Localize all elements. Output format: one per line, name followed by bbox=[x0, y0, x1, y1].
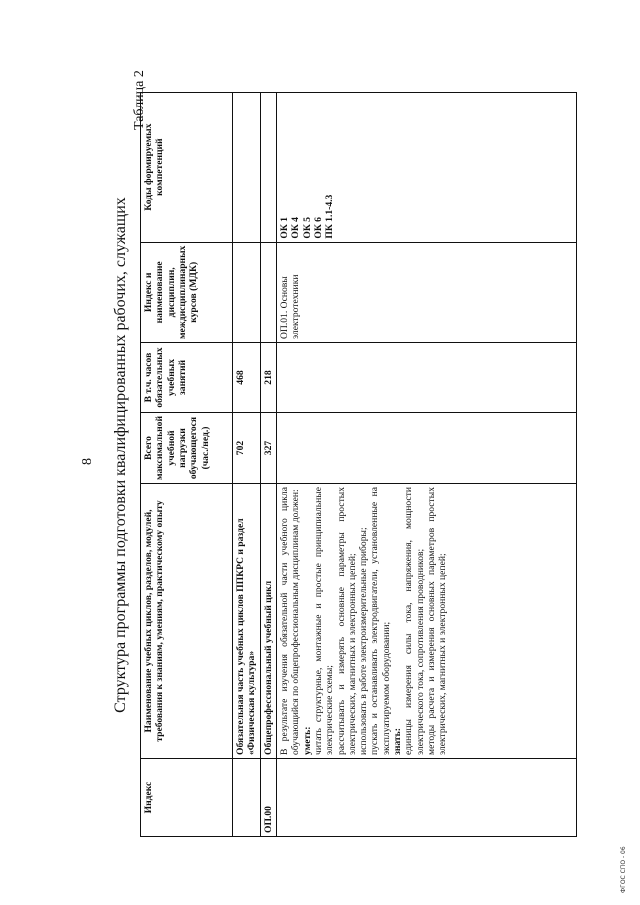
umet-item: пускать и останавливать электродвигатели, установленные на эксплуатируемом оборудовании; bbox=[369, 487, 392, 755]
mandatory-part-hours: 468 bbox=[233, 343, 261, 413]
op-index: ОП.00 bbox=[260, 759, 276, 837]
umet-item: читать структурные, монтажные и простые принципиальные электрические схемы; bbox=[312, 487, 336, 755]
competence-code: ОК 5 bbox=[301, 217, 313, 239]
header-index: Индекс bbox=[141, 759, 233, 837]
header-competences: Коды формируемых компетенций bbox=[141, 92, 233, 242]
footer-note: ФГОС СПО - 06 bbox=[620, 846, 627, 893]
mandatory-part-max-load: 702 bbox=[233, 413, 261, 484]
umet-item: использовать в работе электроизмерительные приборы; bbox=[358, 527, 370, 755]
znat-item: единицы измерения силы тока, напряжения, мощности электрического тока, сопротивления проводников; bbox=[403, 487, 426, 755]
requirements-intro: В результате изучения обязательной части учебного цикла обучающийся по общепрофессиональным дисциплинам должен: bbox=[278, 487, 302, 755]
znat-item: методы расчета и измерения основных параметров простых электрических, магнитных и электронных цепей; bbox=[426, 487, 449, 755]
competence-code: ПК 1.1-4.3 bbox=[324, 194, 336, 239]
table-row-mandatory-part bbox=[233, 92, 261, 836]
op-requirements bbox=[276, 484, 576, 759]
table-header-row bbox=[141, 92, 233, 836]
umet-item: рассчитывать и измерять основные параметры простых электрических, магнитных и электронных цепей; bbox=[335, 487, 358, 755]
umet-label: уметь: bbox=[301, 726, 313, 755]
op-hours: 218 bbox=[260, 343, 276, 413]
op-max-load: 327 bbox=[260, 413, 276, 484]
op-name: Общепрофессиональный учебный цикл bbox=[260, 484, 276, 759]
competence-code: ОК 1 bbox=[278, 217, 290, 239]
header-mandatory: В т.ч. часов обязательных учебных занятий bbox=[141, 343, 233, 413]
competence-code: ОК 6 bbox=[312, 217, 324, 239]
znat-label: знать: bbox=[392, 728, 404, 755]
mandatory-part-name: Обязательная часть учебных циклов ППКРС и раздел «Физическая культура» bbox=[233, 484, 261, 759]
table-row-op-content bbox=[276, 92, 576, 836]
table-label: Таблица 2 bbox=[132, 70, 147, 130]
page-number: 8 bbox=[80, 458, 95, 465]
header-max-load: Всего максимальной учебной нагрузки обучающегося (час./нед.) bbox=[141, 413, 233, 484]
competence-codes bbox=[276, 92, 576, 242]
competence-code: ОК 4 bbox=[290, 217, 302, 239]
discipline-name: ОП.01. Основы электротехники bbox=[276, 242, 576, 342]
header-discipline: Индекс и наименование дисциплин, междисциплинарных курсов (МДК) bbox=[141, 242, 233, 342]
structure-table bbox=[140, 92, 577, 837]
header-name: Наименование учебных циклов, разделов, модулей, требования к знаниям, умениям, практическому опыту bbox=[141, 484, 233, 759]
table-row-op bbox=[260, 92, 276, 836]
document-title: Структура программы подготовки квалифицированных рабочих, служащих bbox=[112, 197, 129, 713]
